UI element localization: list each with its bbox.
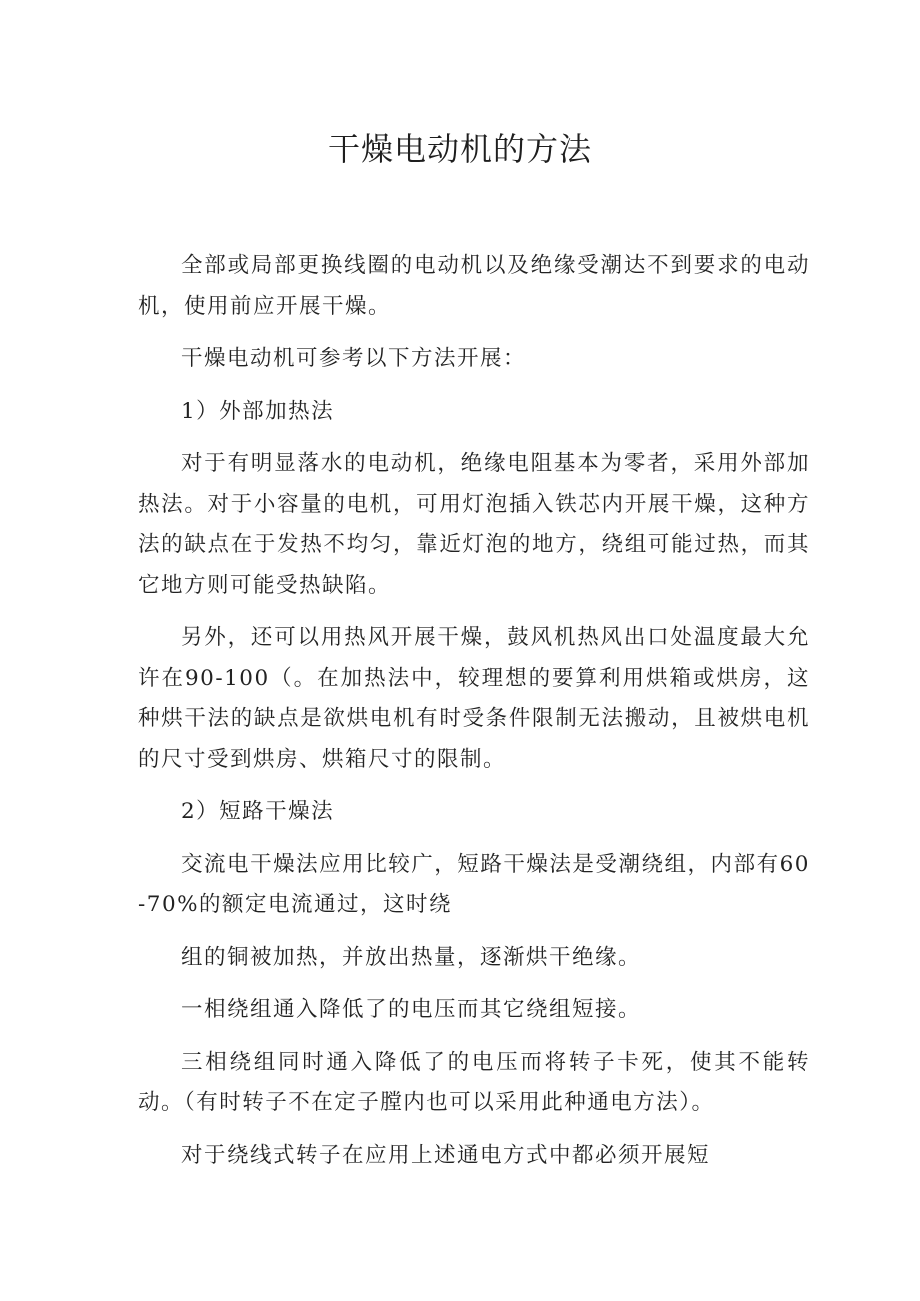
- heading-short-circuit-drying: 2）短路干燥法: [181, 799, 335, 824]
- paragraph-intro: 全部或局部更换线圈的电动机以及绝缘受潮达不到要求的电动机，使用前应开展干燥。: [138, 253, 810, 319]
- paragraph-three-phase: 三相绕组同时通入降低了的电压而将转子卡死，使其不能转动。（有时转子不在定子膛内也可以采用此种通电方法）。: [138, 1049, 810, 1115]
- paragraph-external-heating: 对于有明显落水的电动机，绝缘电阻基本为零者，采用外部加热法。对于小容量的电机，可用灯泡插入铁芯内开展干燥，这种方法的缺点在于发热不均匀，靠近灯泡的地方，绕组可能过热，而其它地方则可能受热缺陷。: [138, 451, 810, 598]
- paragraph-methods-lead: 干燥电动机可参考以下方法开展：: [181, 346, 527, 371]
- document-title: 干燥电动机的方法: [327, 130, 592, 168]
- paragraph-copper-heating: 组的铜被加热，并放出热量，逐渐烘干绝缘。: [181, 944, 642, 970]
- paragraph-hot-air: 另外，还可以用热风开展干燥，鼓风机热风出口处温度最大允许在90-100（。在加热法中，较理想的要算利用烘箱或烘房，这种烘干法的缺点是欲烘电机有时受条件限制无法搬动，且被烘电机的尺寸受到烘房、烘箱尺寸的限制。: [138, 625, 810, 772]
- heading-external-heating: 1）外部加热法: [181, 398, 335, 424]
- document-body: [138, 246, 810, 1188]
- paragraph-ac-drying: 交流电干燥法应用比较广，短路干燥法是受潮绕组，内部有60-70%的额定电流通过，这时绕: [138, 851, 810, 917]
- paragraph-single-phase: 一相绕组通入降低了的电压而其它绕组短接。: [181, 997, 642, 1022]
- paragraph-wound-rotor: 对于绕线式转子在应用上述通电方式中都必须开展短: [181, 1142, 711, 1168]
